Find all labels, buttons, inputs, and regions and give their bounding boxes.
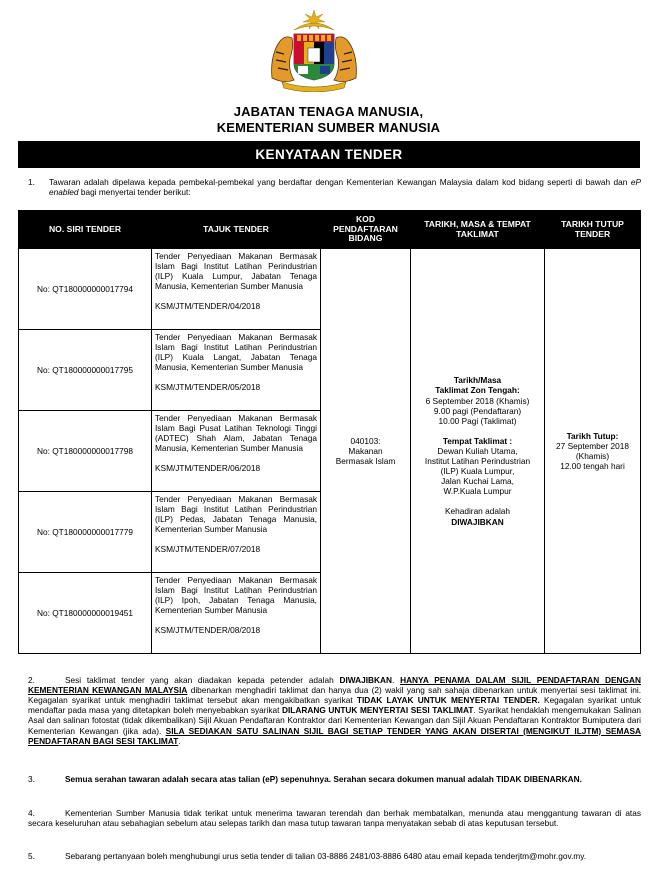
code-name-1: Makanan bbox=[348, 445, 383, 456]
tender-title-cell bbox=[152, 411, 321, 492]
ministry-name: KEMENTERIAN SUMBER MANUSIA bbox=[216, 120, 441, 135]
table-row bbox=[19, 249, 641, 330]
tender-title-cell bbox=[152, 330, 321, 411]
table-header-row bbox=[19, 211, 641, 249]
tender-title-cell bbox=[152, 492, 321, 573]
place-line-5: W.P.Kuala Lumpur bbox=[443, 486, 512, 497]
place-line-1: Dewan Kuliah Utama, bbox=[437, 445, 518, 456]
para-4-number: 4. bbox=[28, 808, 35, 818]
para-1: Tawaran adalah dipelawa kepada pembekal-pembekal yang berdaftar dengan Kementerian Kewangan Malaysia dalam kod bidang seperti di bawah dan eP enabled bagi menyertai tender berikut: bbox=[49, 177, 641, 198]
malaysia-coat-of-arms-icon bbox=[264, 8, 364, 92]
page-title: KENYATAAN TENDER bbox=[18, 141, 640, 168]
tender-ref: KSM/JTM/TENDER/04/2018 bbox=[155, 301, 261, 312]
tender-ref: KSM/JTM/TENDER/08/2018 bbox=[155, 625, 261, 636]
attendance-mandatory: DIWAJIBKAN bbox=[451, 516, 504, 527]
closing-date: 27 September 2018 bbox=[556, 440, 629, 451]
closing-label: Tarikh Tutup: bbox=[566, 430, 619, 441]
para-3: Semua serahan tawaran adalah secara atas talian (eP) sepenuhnya. Serahan secara dokumen manual adalah TIDAK DIBENARKAN. bbox=[65, 774, 582, 784]
briefing-cell bbox=[411, 249, 545, 654]
code-name-2: Bermasak Islam bbox=[335, 456, 396, 467]
briefing-time-2: 10.00 Pagi (Taklimat) bbox=[438, 415, 517, 426]
closing-cell bbox=[545, 249, 641, 654]
tender-title: Tender Penyediaan Makanan Bermasak Islam Bagi Institut Latihan Perindustrian (ILP) Ipoh, Jabatan Tenaga Manusia, Kementerian Sumber Manusia bbox=[155, 575, 317, 616]
para-1-number: 1. bbox=[28, 177, 35, 187]
col-header-no: NO. SIRI TENDER bbox=[19, 211, 152, 249]
col-header-closing: TARIKH TUTUP TENDER bbox=[545, 211, 641, 249]
col-header-briefing: TARIKH, MASA & TEMPAT TAKLIMAT bbox=[411, 211, 545, 249]
para-5-number: 5. bbox=[28, 851, 35, 861]
tender-no: No: QT180000000017798 bbox=[19, 411, 152, 492]
tender-title: Tender Penyediaan Makanan Bermasak Islam Bagi Institut Latihan Perindustrian (ILP) Kuala Langat, Jabatan Tenaga Manusia, Kementerian Sumber Manusia bbox=[155, 332, 317, 373]
place-line-2: Institut Latihan Perindustrian bbox=[424, 456, 531, 467]
tender-title: Tender Penyediaan Makanan Bermasak Islam Bagi Institut Latihan Perindustrian (ILP) Kuala Lumpur, Jabatan Tenaga Manusia, Kementerian Sumber Manusia bbox=[155, 251, 317, 292]
tender-no: No: QT180000000019451 bbox=[19, 573, 152, 654]
tender-ref: KSM/JTM/TENDER/07/2018 bbox=[155, 544, 261, 555]
briefing-date: 6 September 2018 (Khamis) bbox=[425, 395, 530, 406]
para-2: Sesi taklimat tender yang akan diadakan kepada petender adalah DIWAJIBKAN. HANYA PENAMA DALAM SIJIL PENDAFTARAN DENGAN KEMENTERIAN KEWANGAN MALAYSIA dibenarkan menghadiri taklimat dan hanya dua (2) wakil yang sah sahaja dibenarkan untuk menyertai sesi taklimat ini. Kegagalan syarikat untuk menghadiri taklimat tersebut akan mengakibatkan syarikat TIDAK LAYAK UNTUK MENYERTAI TENDER. Kegagalan syarikat untuk mendaftar pada masa yang ditetapkan boleh menyebabkan syarikat DILARANG UNTUK MENYERTAI SESI TAKLIMAT. Syarikat hendaklah mengemukakan Salinan Asal dan salinan fotostat (tidak dikembalikan) Sijil Akuan Pendaftaran Kontraktor dari Kementerian Kewangan dan Sijil Akuan Pendaftaran Kontraktor Bumiputera dari Kementerian Kewangan (jika ada). SILA SEDIAKAN SATU SALINAN SIJIL BAGI SETIAP TENDER YANG AKAN DISERTAI (MENGIKUT ILJTM) SEMASA PENDAFTARAN BAGI SESI TAKLIMAT. bbox=[28, 675, 642, 746]
tender-title-cell bbox=[152, 573, 321, 654]
para-3-number: 3. bbox=[28, 774, 35, 784]
tender-no: No: QT180000000017795 bbox=[19, 330, 152, 411]
briefing-time-1: 9.00 pagi (Pendaftaran) bbox=[433, 405, 522, 416]
closing-day: (Khamis) bbox=[575, 451, 610, 461]
code-number: 040103: bbox=[350, 435, 381, 446]
tender-no: No: QT180000000017779 bbox=[19, 492, 152, 573]
place-line-3: (ILP) Kuala Lumpur, bbox=[440, 466, 515, 477]
tender-ref: KSM/JTM/TENDER/05/2018 bbox=[155, 382, 261, 393]
tender-title: Tender Penyediaan Makanan Bermasak Islam Bagi Pusat Latihan Teknologi Tinggi (ADTEC) Shah Alam, Jabatan Tenaga Manusia, Kementerian Sumber Manusia bbox=[155, 413, 317, 454]
attendance-note: Kehadiran adalah bbox=[444, 506, 511, 517]
tender-title-cell bbox=[152, 249, 321, 330]
briefing-label-1: Tarikh/Masa bbox=[453, 375, 502, 386]
place-line-4: Jalan Kuchai Lama, bbox=[441, 476, 514, 487]
tender-table bbox=[18, 210, 641, 654]
col-header-title: TAJUK TENDER bbox=[152, 211, 321, 249]
col-header-code: KOD PENDAFTARAN BIDANG bbox=[321, 211, 411, 249]
closing-time: 12.00 tengah hari bbox=[560, 461, 625, 472]
registration-code-cell bbox=[321, 249, 411, 654]
tender-ref: KSM/JTM/TENDER/06/2018 bbox=[155, 463, 261, 474]
place-label: Tempat Taklimat : bbox=[442, 435, 513, 446]
tender-no: No: QT180000000017794 bbox=[19, 249, 152, 330]
para-5: Sebarang pertanyaan boleh menghubungi urus setia tender di talian 03-8886 2481/03-8886 6480 atau email kepada tenderjtm@mohr.gov.my. bbox=[65, 851, 587, 861]
tender-title: Tender Penyediaan Makanan Bermasak Islam Bagi Institut Latihan Perindustrian (ILP) Pedas, Jabatan Tenaga Manusia, Kementerian Sumber Manusia bbox=[155, 494, 317, 535]
briefing-label-2: Taklimat Zon Tengah: bbox=[435, 385, 520, 396]
para-4: Kementerian Sumber Manusia tidak terikat untuk menerima tawaran terendah dan berhak membatalkan, menunda atau menggantung tawaran di atas secara keseluruhan atau sebahagian sebelum atau selepas tarikh dan masa tutup tawaran tanpa menyatakan sebab di atas keputusan tersebut. bbox=[28, 808, 641, 829]
para-2-number: 2. bbox=[28, 675, 35, 685]
department-name: JABATAN TENAGA MANUSIA, bbox=[233, 104, 424, 119]
